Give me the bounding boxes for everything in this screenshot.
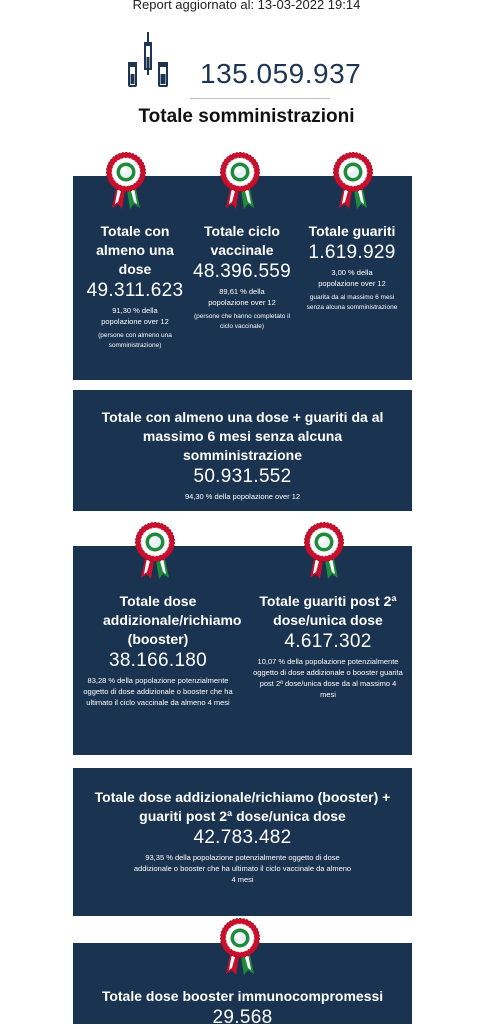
italian-rosette-icon [135, 522, 175, 580]
panel-dose-plus-guariti [73, 390, 412, 511]
stat-percent: 89,61 % della popolazione over 12 [208, 287, 276, 307]
panel-value: 50.931.552 [193, 466, 292, 487]
panel-percent: 93,35 % della popolazione potenzialmente oggetto di dose addizionale o booster che ha ultimato il ciclo vaccinale da almeno 4 mesi [133, 853, 352, 884]
stat-percent: 83,28 % della popolazione potenzialmente oggetto di dose addizionale o booster che ha ultimato il ciclo vaccinale da almeno 4 mesi [83, 676, 233, 707]
stat-percent: 91,30 % della popolazione over 12 [101, 306, 169, 326]
panel-booster-plus-guariti [73, 768, 412, 916]
stat-value: 49.311.623 [86, 280, 184, 301]
italian-rosette-icon [106, 152, 146, 210]
stat-note: guarita da al massimo 6 mesi senza alcuna somministrazione [306, 294, 398, 311]
stat-ciclo-vaccinale [192, 222, 292, 332]
stat-guariti-post-dose [251, 592, 405, 700]
stat-almeno-una-dose [85, 222, 185, 351]
stat-title: Totale guariti [308, 223, 396, 239]
panel-value: 29.568 [212, 1007, 273, 1028]
stat-value: 4.617.302 [284, 631, 372, 652]
report-updated-text: Report aggiornato al: 13-03-2022 19:14 [132, 0, 361, 12]
total-administrations-label: Totale somministrazioni [138, 106, 355, 127]
stat-title: Totale guariti post 2ª dose/unica dose [259, 593, 397, 628]
stat-note: (persone con almeno una somministrazione) [98, 332, 172, 349]
stat-value: 38.166.180 [108, 650, 208, 671]
stat-title: Totale con almeno una dose [96, 223, 174, 277]
divider [190, 98, 330, 99]
stat-title: Totale dose addizionale/richiamo (booster) [103, 593, 242, 647]
vaccine-vials-icon [128, 32, 170, 90]
stat-value: 1.619.929 [308, 242, 396, 263]
panel-title: Totale dose booster immunocompromessi [101, 988, 384, 1004]
italian-rosette-icon [220, 918, 260, 976]
stat-percent: 10,07 % della popolazione potenzialmente oggetto di dose addizionale o booster guarita post 2ª dose/unica dose da al massimo 4 mesi [253, 657, 403, 699]
stat-guariti [302, 222, 402, 313]
stat-booster [81, 592, 242, 708]
stat-percent: 3,00 % della popolazione over 12 [318, 268, 386, 288]
stat-value: 48.396.559 [192, 261, 292, 282]
italian-rosette-icon [304, 522, 344, 580]
panel-title: Totale dose addizionale/richiamo (booster) + guariti post 2ª dose/unica dose [94, 789, 391, 824]
total-administrations-value: 135.059.937 [200, 58, 362, 89]
panel-title: Totale con almeno una dose + guariti da al massimo 6 mesi senza alcuna somministrazione [101, 409, 384, 463]
stat-note: (persone che hanno completato il ciclo vaccinale) [193, 313, 291, 330]
stat-title: Totale ciclo vaccinale [204, 223, 280, 258]
panel-percent: 94,30 % della popolazione over 12 [184, 492, 301, 501]
panel-value: 42.783.482 [193, 827, 292, 848]
italian-rosette-icon [220, 152, 260, 210]
italian-rosette-icon [333, 152, 373, 210]
panel-booster-summary [73, 546, 412, 755]
